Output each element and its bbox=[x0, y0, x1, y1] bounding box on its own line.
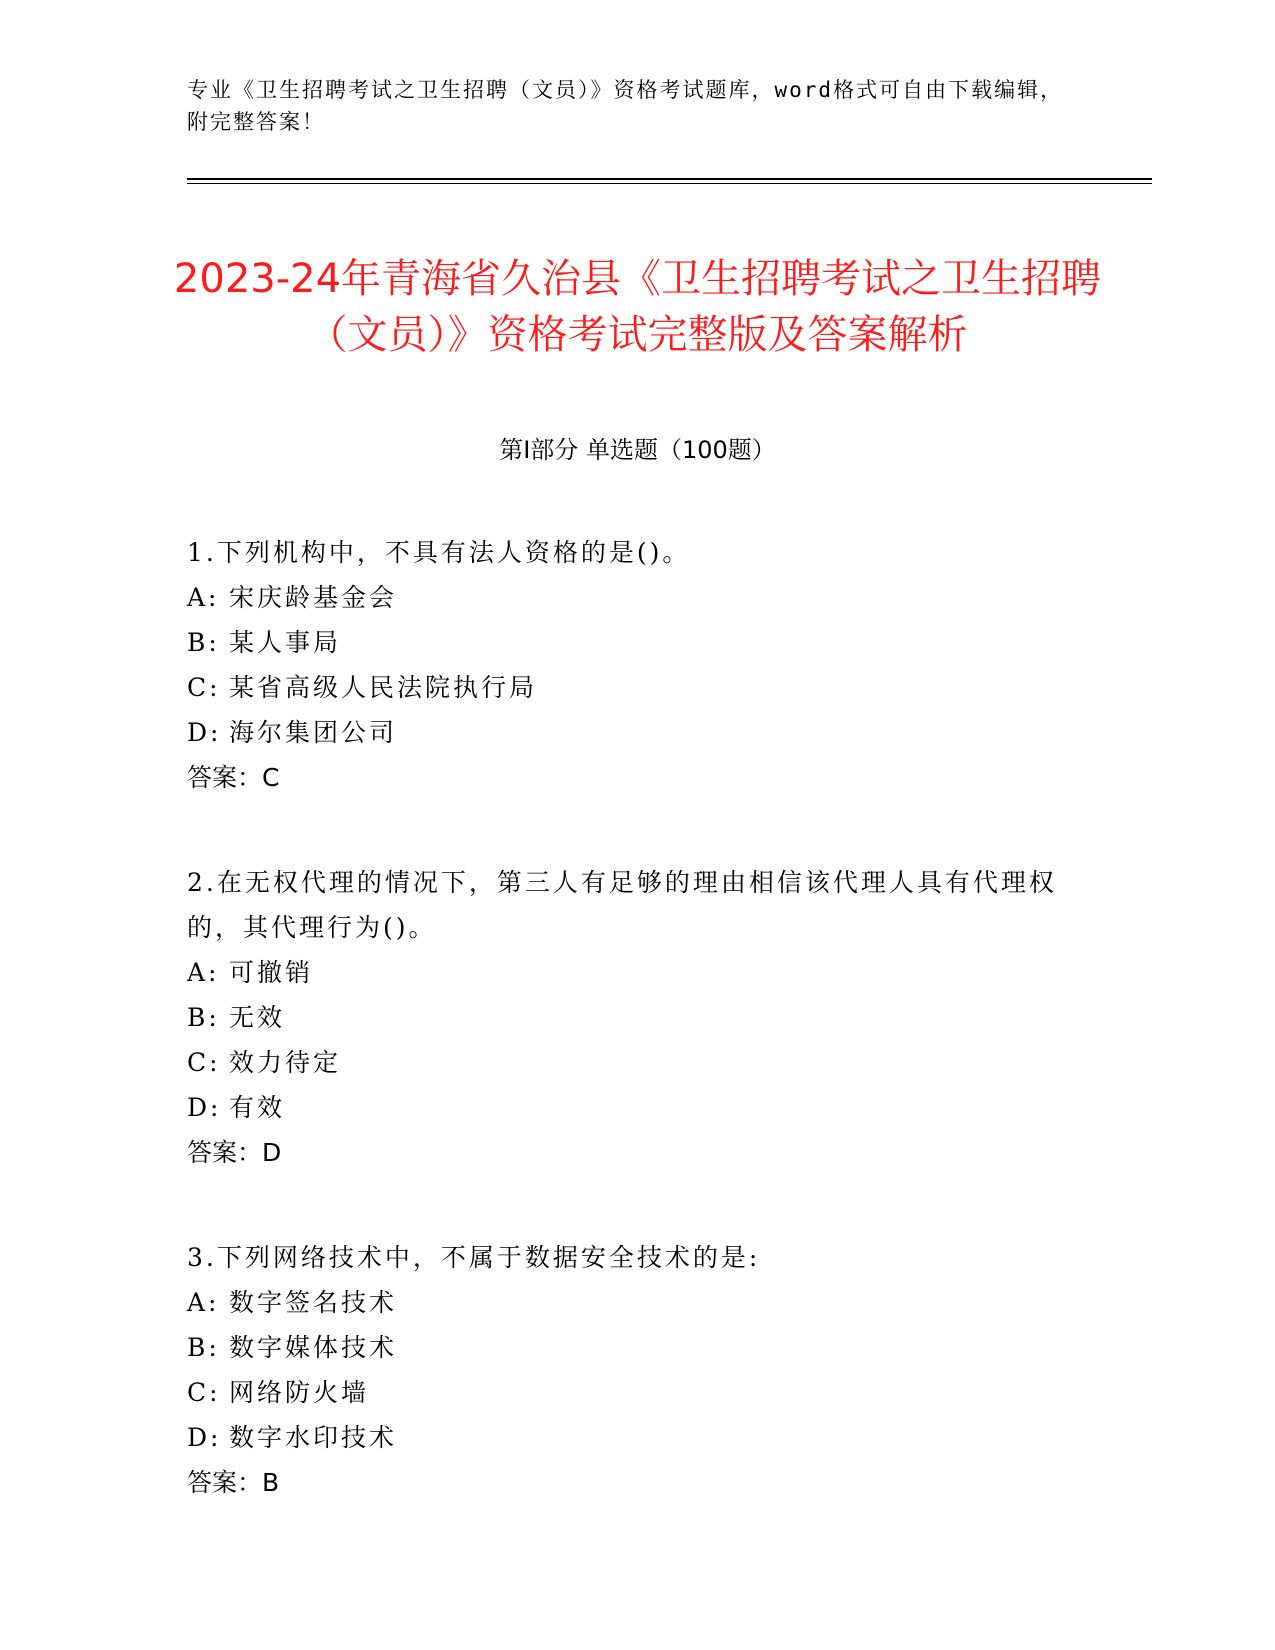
option-a bbox=[187, 950, 1067, 995]
option-c bbox=[187, 1370, 1067, 1415]
option-c bbox=[187, 665, 1067, 710]
question-stem: 1.下列机构中，不具有法人资格的是()。 bbox=[187, 538, 691, 567]
document-title: 2023-24年青海省久治县《卫生招聘考试之卫生招聘（文员）》资格考试完整版及答案解析 bbox=[173, 255, 1102, 358]
option-text: 有效 bbox=[229, 1093, 286, 1122]
question-2 bbox=[187, 860, 1067, 1175]
option-text: 数字签名技术 bbox=[229, 1288, 398, 1317]
option-c bbox=[187, 1040, 1067, 1085]
option-d bbox=[187, 1085, 1067, 1130]
question-stem: 3.下列网络技术中，不属于数据安全技术的是: bbox=[187, 1243, 761, 1272]
option-text: 效力待定 bbox=[229, 1048, 342, 1077]
option-key: A: bbox=[187, 1288, 220, 1317]
header-rule-thin bbox=[187, 183, 1152, 184]
option-key: C: bbox=[187, 673, 221, 702]
answer-line: 答案：D bbox=[187, 1138, 282, 1167]
option-text: 网络防火墙 bbox=[229, 1378, 370, 1407]
question-3 bbox=[187, 1235, 1067, 1505]
option-b bbox=[187, 1325, 1067, 1370]
option-d bbox=[187, 1415, 1067, 1460]
option-key: D: bbox=[187, 718, 222, 747]
option-key: B: bbox=[187, 1003, 220, 1032]
option-d bbox=[187, 710, 1067, 755]
option-key: A: bbox=[187, 958, 220, 987]
option-text: 海尔集团公司 bbox=[229, 718, 398, 747]
option-key: A: bbox=[187, 583, 220, 612]
question-stem: 2.在无权代理的情况下，第三人有足够的理由相信该代理人具有代理权的，其代理行为()。 bbox=[187, 868, 1057, 942]
option-text: 某人事局 bbox=[229, 628, 342, 657]
option-key: C: bbox=[187, 1048, 221, 1077]
question-list bbox=[187, 530, 1067, 1505]
header-rule-thick bbox=[187, 178, 1152, 180]
option-key: B: bbox=[187, 1333, 220, 1362]
option-text: 某省高级人民法院执行局 bbox=[229, 673, 538, 702]
option-text: 数字媒体技术 bbox=[229, 1333, 398, 1362]
header-note: 专业《卫生招聘考试之卫生招聘（文员）》资格考试题库，word格式可自由下载编辑，附完整答案！ bbox=[187, 78, 1064, 134]
option-text: 数字水印技术 bbox=[229, 1423, 398, 1452]
option-text: 可撤销 bbox=[229, 958, 314, 987]
answer-line: 答案：B bbox=[187, 1468, 280, 1497]
section-heading: 第I部分 单选题（100题） bbox=[499, 436, 776, 464]
question-1 bbox=[187, 530, 1067, 800]
option-key: B: bbox=[187, 628, 220, 657]
option-a bbox=[187, 575, 1067, 620]
option-b bbox=[187, 995, 1067, 1040]
option-key: D: bbox=[187, 1423, 222, 1452]
option-key: C: bbox=[187, 1378, 221, 1407]
option-a bbox=[187, 1280, 1067, 1325]
option-key: D: bbox=[187, 1093, 222, 1122]
option-text: 宋庆龄基金会 bbox=[229, 583, 398, 612]
option-b bbox=[187, 620, 1067, 665]
option-text: 无效 bbox=[229, 1003, 286, 1032]
answer-line: 答案：C bbox=[187, 763, 280, 792]
